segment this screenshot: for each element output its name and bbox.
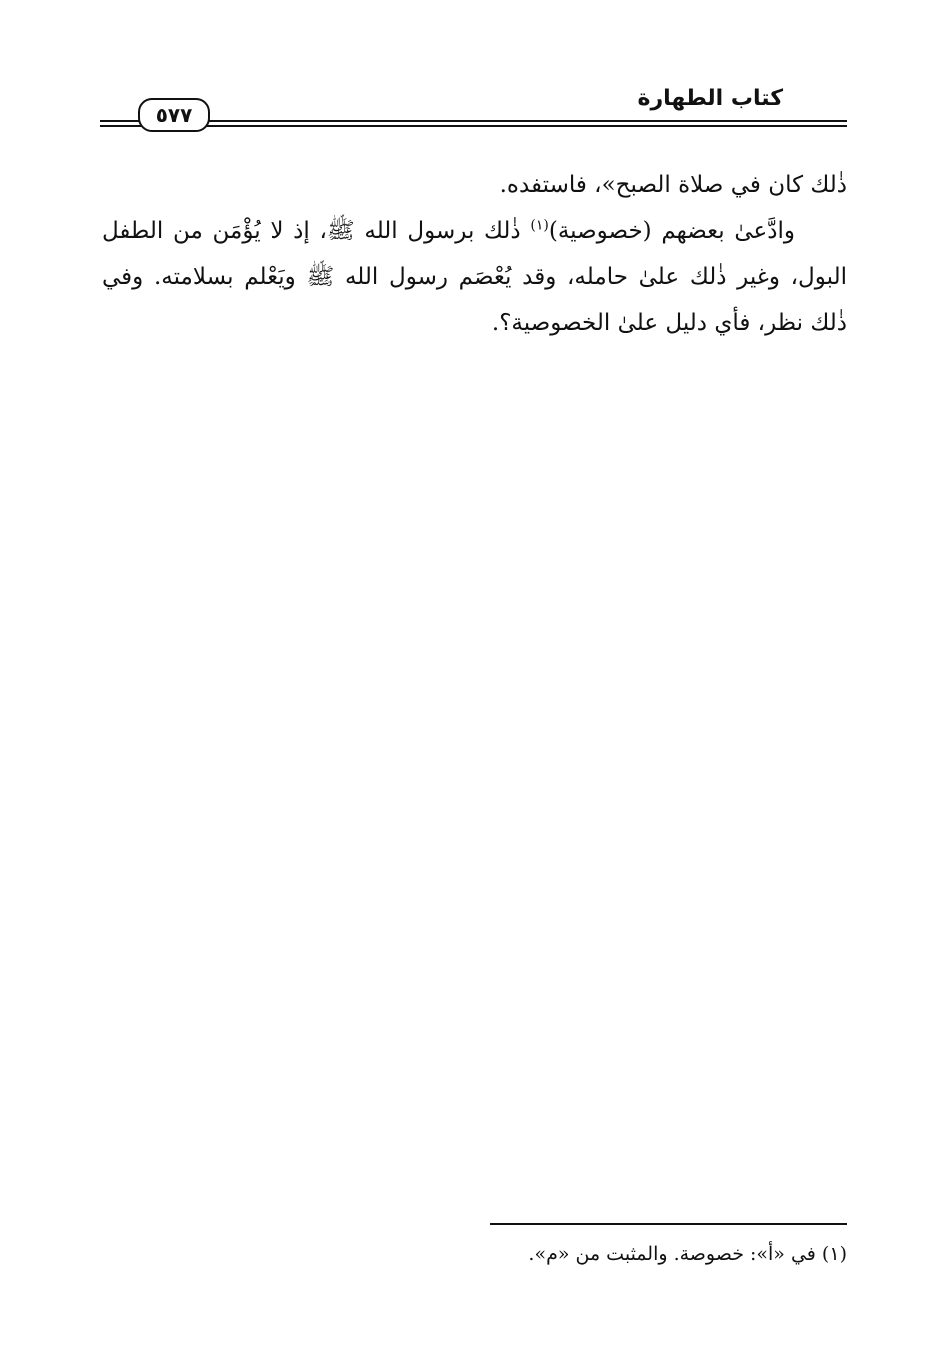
footnote-separator	[490, 1223, 847, 1225]
header-rule-bottom	[100, 125, 847, 127]
paragraph-2	[102, 208, 847, 346]
paragraph-2-after-ref: ذٰلك برسول الله ﷺ، إذ لا يُؤْمَن من الطفل البول، وغير ذٰلك علىٰ حامله، وقد يُعْصَم رسول الله ﷺ ويَعْلم بسلامته. وفي ذٰلك نظر، فأي دليل علىٰ الخصوصية؟.	[102, 218, 847, 336]
page-header	[100, 84, 847, 132]
page-number: ٥٧٧	[138, 98, 210, 132]
footnote-1: (١) في «أ»: خصوصة. والمثبت من «م».	[528, 1243, 847, 1265]
footnote-reference: (١)	[530, 217, 549, 234]
header-rule-top	[100, 120, 847, 122]
paragraph-1: ذٰلك كان في صلاة الصبح»، فاستفده.	[499, 172, 847, 198]
main-text	[102, 162, 847, 346]
paragraph-2-before-ref: وادَّعىٰ بعضهم (خصوصية)	[548, 218, 796, 244]
book-title: كتاب الطهارة	[637, 86, 783, 111]
